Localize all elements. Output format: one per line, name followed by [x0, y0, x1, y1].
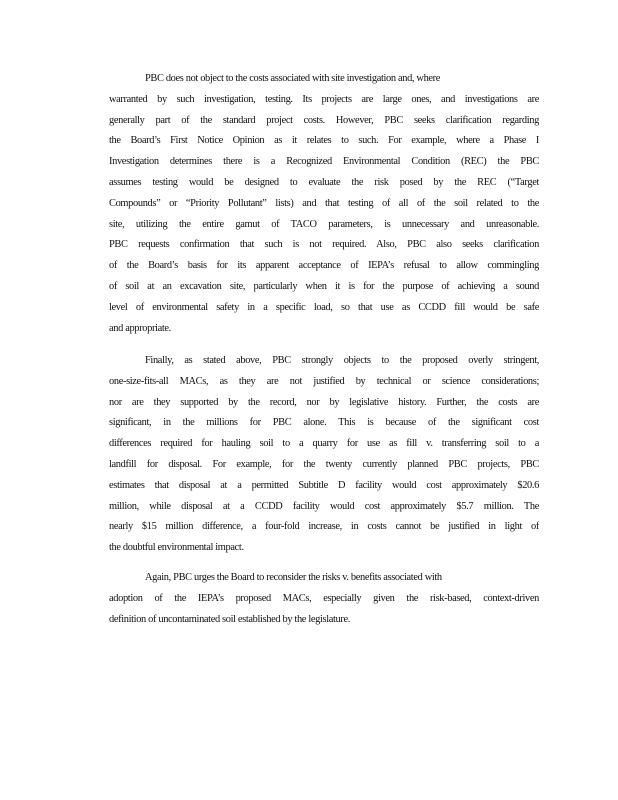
text-line: the Board’s First Notice Opinion as it relates to such. For example, where a Phase I	[109, 135, 539, 147]
text-line: differences required for hauling soil to a quarry for use as fill v. transferring soil to a	[109, 438, 539, 450]
text-line: estimates that disposal at a permitted Subtitle D facility would cost approximately $20.6	[109, 479, 539, 491]
text-line: Compounds” or “Priority Pollutant” lists) and that testing of all of the soil related to the	[109, 197, 539, 209]
text-line: generally part of the standard project costs. However, PBC seeks clarification regarding	[109, 114, 539, 126]
paragraph-1	[109, 69, 539, 339]
text-line: site, utilizing the entire gamut of TACO parameters, is unnecessary and unreasonable.	[109, 218, 539, 230]
text-line: assumes testing would be designed to evaluate the risk posed by the REC (“Target	[109, 176, 539, 188]
paragraph-3	[109, 568, 539, 630]
text-line: PBC does not object to the costs associated with site investigation and, where	[145, 73, 441, 84]
text-line: significant, in the millions for PBC alone. This is because of the significant cost	[109, 417, 539, 429]
text-line: and appropriate.	[109, 322, 171, 334]
text-line: level of environmental safety in a specific load, so that use as CCDD fill would be safe	[109, 301, 539, 313]
text-line: the doubtful environmental impact.	[109, 542, 244, 554]
text-line: nearly $15 million difference, a four-fold increase, in costs cannot be justified in light of	[109, 521, 539, 533]
text-line: Finally, as stated above, PBC strongly objects to the proposed overly stringent,	[145, 355, 539, 366]
text-line: warranted by such investigation, testing. Its projects are large ones, and investigations are	[109, 93, 539, 105]
text-line: of the Board’s basis for its apparent acceptance of IEPA’s refusal to allow commingling	[109, 260, 539, 272]
text-line: definition of uncontaminated soil established by the legislature.	[109, 613, 350, 625]
text-line: Again, PBC urges the Board to reconsider the risks v. benefits associated with	[145, 572, 442, 583]
text-line: Investigation determines there is a Recognized Environmental Condition (REC) the PBC	[109, 156, 539, 168]
paragraph-2	[109, 351, 539, 559]
text-line: nor are they supported by the record, nor by legislative history. Further, the costs are	[109, 396, 539, 408]
text-line: of soil at an excavation site, particularly when it is for the purpose of achieving a sound	[109, 280, 539, 292]
text-line: landfill for disposal. For example, for the twenty currently planned PBC projects, PBC	[109, 458, 539, 470]
text-line: adoption of the IEPA’s proposed MACs, especially given the risk-based, context-driven	[109, 592, 539, 604]
text-line: million, while disposal at a CCDD facility would cost approximately $5.7 million. The	[109, 500, 539, 512]
text-line: one-size-fits-all MACs, as they are not justified by technical or science considerations;	[109, 375, 539, 387]
text-line: PBC requests confirmation that such is not required. Also, PBC also seeks clarification	[109, 239, 539, 251]
